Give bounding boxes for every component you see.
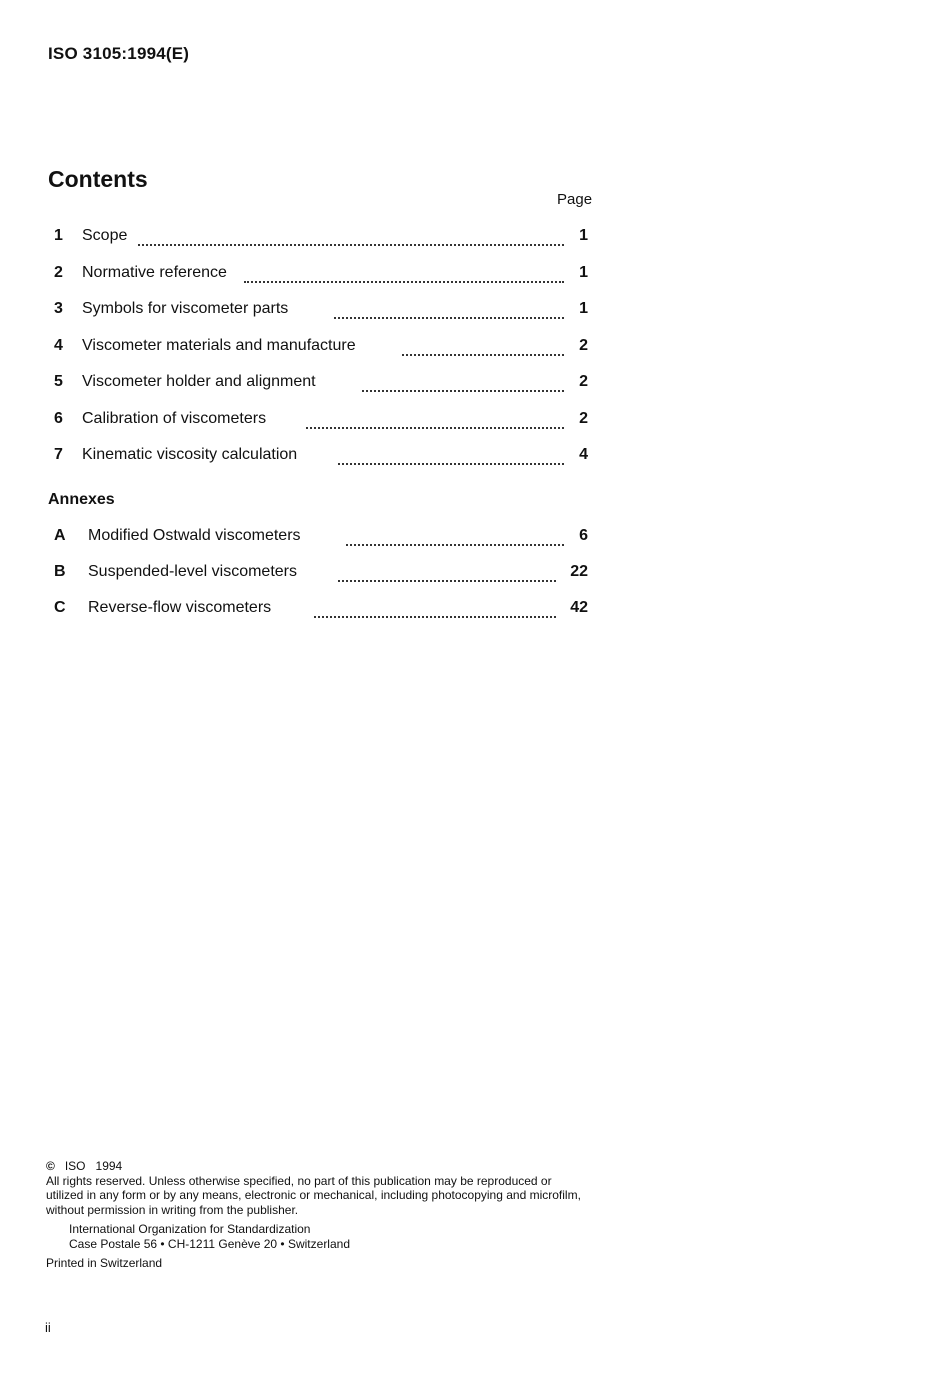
toc-item-title: Viscometer materials and manufacture: [82, 337, 356, 354]
publisher-address: [69, 1222, 591, 1251]
toc-leader-dots: [138, 230, 564, 246]
copyright-notice: [46, 1159, 591, 1271]
toc-item-title: Viscometer holder and alignment: [82, 373, 316, 390]
rights-text: All rights reserved. Unless otherwise specified, no part of this publication may be reproduced or utilized in any form or by any means, electronic or mechanical, including photocopying and microfilm, without permission in writing from the publisher.: [46, 1173, 581, 1217]
toc-leader-dots: [334, 303, 564, 319]
annexes-heading: Annexes: [48, 491, 115, 508]
toc-leader-dots: [362, 376, 564, 392]
toc-item-number: 7: [54, 446, 63, 463]
toc-leader-dots: [402, 340, 564, 356]
toc-leader-dots: [244, 267, 564, 283]
copyright-mark: ©: [46, 1159, 55, 1173]
toc-item-page: 2: [579, 337, 588, 354]
annex-page: 6: [579, 527, 588, 544]
annex-item[interactable]: [48, 599, 588, 623]
annex-item[interactable]: [48, 527, 588, 551]
annex-page: 42: [570, 599, 588, 616]
toc-item-page: 2: [579, 410, 588, 427]
annex-item[interactable]: [48, 563, 588, 587]
toc-item-number: 2: [54, 264, 63, 281]
toc-item-title: Scope: [82, 227, 128, 244]
copyright-year: 1994: [95, 1159, 123, 1173]
copyright-line: [46, 1159, 591, 1174]
toc-item[interactable]: [48, 227, 588, 251]
annex-letter: A: [54, 527, 66, 544]
document-id: ISO 3105:1994(E): [48, 44, 190, 63]
toc-item[interactable]: [48, 410, 588, 434]
contents-title: Contents: [48, 166, 148, 192]
toc-item[interactable]: [48, 446, 588, 470]
toc-item[interactable]: [48, 373, 588, 397]
toc-item-number: 3: [54, 300, 63, 317]
toc-item-page: 1: [579, 300, 588, 317]
annex-page: 22: [570, 563, 588, 580]
toc-leader-dots: [306, 413, 564, 429]
printed-in: Printed in Switzerland: [46, 1256, 163, 1270]
toc-leader-dots: [346, 530, 564, 546]
toc-item-page: 1: [579, 227, 588, 244]
toc-item[interactable]: [48, 337, 588, 361]
toc-item-number: 4: [54, 337, 63, 354]
toc-leader-dots: [338, 566, 556, 582]
toc-item[interactable]: [48, 300, 588, 324]
address-line-1: International Organization for Standardization: [69, 1222, 311, 1236]
annex-title: Suspended-level viscometers: [88, 563, 297, 580]
page-number: ii: [45, 1320, 51, 1335]
toc-leader-dots: [314, 602, 556, 618]
copyright-org: ISO: [64, 1159, 86, 1173]
toc-leader-dots: [338, 449, 564, 465]
annex-letter: C: [54, 599, 66, 616]
toc-item-number: 5: [54, 373, 63, 390]
toc-item-page: 1: [579, 264, 588, 281]
toc-item-number: 6: [54, 410, 63, 427]
toc-item-title: Symbols for viscometer parts: [82, 300, 289, 317]
toc-item[interactable]: [48, 264, 588, 288]
toc-item-number: 1: [54, 227, 63, 244]
toc-item-title: Normative reference: [82, 264, 227, 281]
annex-letter: B: [54, 563, 66, 580]
address-line-2: Case Postale 56 • CH-1211 Genève 20 • Switzerland: [69, 1236, 350, 1251]
toc-item-page: 4: [579, 446, 588, 463]
toc-item-title: Kinematic viscosity calculation: [82, 446, 298, 463]
toc-item-title: Calibration of viscometers: [82, 410, 267, 427]
toc-item-page: 2: [579, 373, 588, 390]
annex-title: Reverse-flow viscometers: [88, 599, 272, 616]
annex-title: Modified Ostwald viscometers: [88, 527, 301, 544]
page-column-label: Page: [557, 191, 593, 208]
